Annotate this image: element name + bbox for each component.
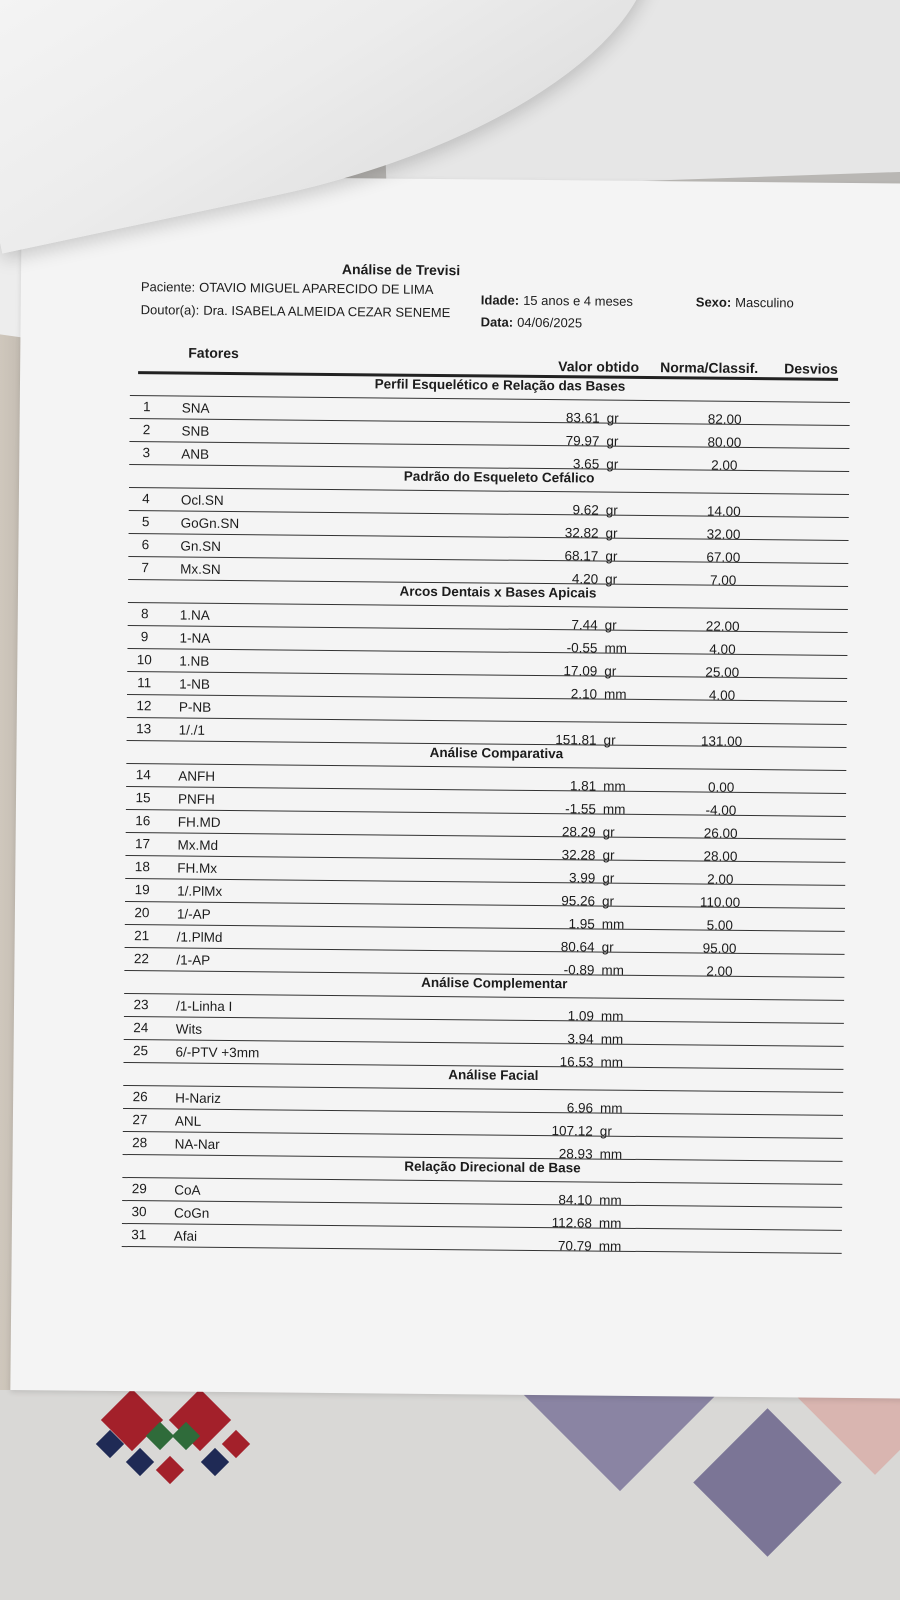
norm-value: 110.00	[699, 894, 741, 910]
row-number: 26	[132, 1089, 148, 1105]
norm-value: 131.00	[700, 733, 743, 749]
section-title-text: Padrão do Esqueleto Cefálico	[403, 468, 595, 486]
norm-value: 2.00	[707, 871, 734, 887]
factor-name: GoGn.SN	[180, 515, 240, 532]
row-number: 16	[135, 813, 151, 829]
norm-value	[677, 710, 767, 711]
date-value: 04/06/2025	[517, 314, 583, 331]
factor-name: Ocl.SN	[180, 492, 224, 508]
norm-value	[673, 1147, 763, 1148]
section-title-text: Relação Direcional de Base	[404, 1158, 581, 1176]
value-unit: gr	[604, 617, 617, 633]
tablecloth	[0, 1390, 900, 1600]
factor-name: FH.MD	[177, 814, 221, 830]
obtained-value: 83.61	[565, 410, 600, 426]
obtained-value: 1.81	[569, 778, 597, 794]
value-unit: gr	[606, 433, 619, 449]
norm-value: 0.00	[707, 779, 735, 795]
norm-value	[674, 1032, 764, 1033]
factor-name: PNFH	[177, 791, 215, 807]
date-line	[481, 314, 583, 330]
value-unit: gr	[606, 456, 619, 472]
norm-value: 5.00	[706, 917, 734, 933]
value-unit: gr	[606, 410, 619, 426]
factor-name: /1-AP	[176, 952, 211, 968]
factor-name: Mx.Md	[177, 837, 219, 853]
row-number: 12	[136, 698, 152, 714]
value-unit: mm	[600, 1031, 624, 1047]
row-number: 13	[136, 721, 152, 737]
value-unit: gr	[605, 571, 618, 587]
row-number: 10	[136, 652, 152, 668]
value-unit: mm	[601, 962, 624, 978]
value-unit: gr	[605, 525, 618, 541]
doctor-line	[141, 302, 451, 320]
factor-name: 1.NB	[179, 653, 210, 669]
norm-value: -4.00	[705, 802, 737, 818]
obtained-value: 6.96	[566, 1100, 594, 1116]
row-number: 18	[134, 859, 150, 875]
obtained-value: -0.89	[563, 962, 595, 978]
value-unit: mm	[599, 1100, 623, 1116]
factor-name: 6/-PTV +3mm	[175, 1044, 260, 1061]
factor-name: Wits	[175, 1021, 203, 1037]
row-rule	[122, 1246, 842, 1254]
norm-value: 4.00	[708, 687, 736, 703]
norm-value	[673, 1124, 763, 1125]
pattern-diamond	[693, 1408, 841, 1556]
section-title-text: Análise Facial	[448, 1067, 539, 1083]
obtained-value: -1.55	[565, 801, 597, 817]
patient-name: OTAVIO MIGUEL APARECIDO DE LIMA	[199, 279, 434, 297]
obtained-value: 70.79	[557, 1238, 592, 1254]
row-number: 6	[141, 537, 150, 553]
column-deviation: Desvios	[784, 360, 838, 377]
factor-name: /1.PlMd	[176, 929, 223, 945]
section-title-text: Arcos Dentais x Bases Apicais	[399, 583, 597, 601]
sex-value: Masculino	[735, 294, 794, 311]
row-number: 4	[142, 491, 150, 507]
norm-value: 25.00	[705, 664, 740, 680]
pattern-tile	[201, 1448, 229, 1476]
factor-name: ANFH	[178, 768, 216, 784]
norm-value: 2.00	[711, 457, 738, 473]
row-number: 2	[142, 422, 151, 438]
row-number: 20	[134, 905, 150, 921]
factor-name: Mx.SN	[180, 561, 221, 577]
obtained-value: 1.95	[568, 916, 595, 932]
obtained-value: 28.93	[558, 1146, 593, 1162]
value-unit: mm	[602, 801, 626, 817]
row-number: 24	[133, 1020, 149, 1036]
factor-name: CoGn	[173, 1205, 210, 1221]
value-unit: gr	[602, 870, 615, 886]
factor-name: SNA	[181, 400, 210, 416]
section-title-text: Análise Complementar	[421, 974, 568, 992]
obtained-value	[527, 709, 597, 710]
row-number: 30	[131, 1204, 147, 1220]
row-number: 25	[133, 1043, 149, 1059]
doctor-label: Doutor(a):	[140, 302, 200, 318]
norm-value: 28.00	[703, 848, 738, 864]
row-number: 5	[141, 514, 150, 530]
obtained-value: 32.82	[564, 525, 599, 541]
row-number: 17	[134, 836, 151, 852]
section-title-text: Perfil Esquelético e Relação das Bases	[374, 376, 626, 394]
value-unit: gr	[602, 824, 615, 840]
obtained-value: 17.09	[563, 663, 598, 679]
row-number: 22	[133, 951, 150, 967]
obtained-value: 3.65	[572, 456, 600, 472]
value-unit: mm	[603, 778, 626, 794]
norm-value: 67.00	[706, 549, 741, 565]
report-title: Análise de Trevisi	[341, 261, 461, 279]
age-line	[481, 292, 633, 308]
value-unit: mm	[599, 1146, 623, 1162]
factor-name: SNB	[181, 423, 210, 439]
pattern-tile	[126, 1448, 154, 1476]
row-number: 27	[132, 1112, 148, 1128]
factor-name: 1/-AP	[176, 906, 211, 922]
norm-value: 82.00	[707, 411, 742, 427]
row-number: 21	[134, 928, 150, 944]
norm-value: 14.00	[706, 503, 741, 519]
factor-name: 1/./1	[178, 722, 206, 738]
row-number: 9	[140, 629, 149, 645]
factor-name: P-NB	[178, 699, 212, 715]
value-unit: gr	[604, 663, 617, 679]
norm-value	[672, 1239, 762, 1240]
section-title-text: Análise Comparativa	[429, 744, 564, 762]
obtained-value: 79.97	[565, 433, 600, 449]
obtained-value: 28.29	[561, 824, 596, 840]
factor-name: Gn.SN	[180, 538, 222, 554]
column-norm: Norma/Classif.	[660, 359, 759, 377]
obtained-value: 80.64	[560, 939, 595, 955]
row-number: 15	[135, 790, 151, 806]
age-label: Idade:	[480, 292, 520, 308]
value-unit: mm	[601, 916, 625, 932]
value-unit: gr	[602, 847, 615, 863]
row-number: 11	[137, 675, 152, 691]
row-number: 14	[135, 767, 151, 783]
report-sheet	[10, 175, 900, 1399]
factor-name: ANL	[174, 1113, 202, 1129]
value-unit: mm	[604, 640, 628, 656]
obtained-value: 32.28	[561, 847, 596, 863]
row-number: 31	[131, 1227, 147, 1243]
sex-label: Sexo:	[695, 294, 732, 310]
factor-name: 1-NA	[179, 630, 211, 646]
value-unit: mm	[603, 686, 627, 702]
norm-value: 22.00	[705, 618, 740, 634]
factor-name: 1/.PlMx	[177, 883, 223, 899]
age-value: 15 anos e 4 meses	[523, 292, 634, 309]
sex-line	[696, 294, 794, 310]
norm-value	[673, 1101, 763, 1102]
norm-value	[674, 1009, 764, 1010]
obtained-value: -0.55	[566, 640, 598, 656]
row-number: 23	[133, 997, 149, 1013]
obtained-value: 84.10	[558, 1192, 593, 1208]
obtained-value: 68.17	[564, 548, 599, 564]
value-unit: gr	[601, 893, 615, 909]
factor-name: 1-NB	[179, 676, 210, 692]
obtained-value: 151.81	[555, 732, 597, 748]
norm-value: 32.00	[706, 526, 741, 542]
value-unit: mm	[600, 1054, 624, 1070]
obtained-value: 107.12	[551, 1123, 593, 1139]
value-unit: gr	[599, 1123, 612, 1139]
factor-name: NA-Nar	[174, 1136, 220, 1152]
pattern-tile	[156, 1456, 184, 1484]
obtained-value: 1.09	[567, 1008, 595, 1024]
column-value: Valor obtido	[558, 358, 640, 375]
obtained-value: 16.53	[559, 1054, 594, 1070]
obtained-value: 4.20	[571, 571, 599, 587]
row-number: 29	[131, 1181, 147, 1197]
row-number: 8	[140, 606, 149, 622]
doctor-name: Dra. ISABELA ALMEIDA CEZAR SENEME	[203, 302, 451, 321]
obtained-value: 95.26	[561, 893, 596, 909]
obtained-value: 3.94	[567, 1031, 594, 1047]
row-number: 19	[134, 882, 150, 898]
obtained-value: 3.99	[568, 870, 596, 886]
date-label: Data:	[480, 314, 514, 330]
norm-value	[672, 1193, 762, 1194]
obtained-value: 2.10	[570, 686, 598, 702]
norm-value: 95.00	[702, 940, 737, 956]
obtained-value: 7.44	[571, 617, 598, 633]
value-unit: mm	[599, 1192, 622, 1208]
row-number: 3	[142, 445, 151, 461]
value-unit: mm	[598, 1238, 622, 1254]
row-number: 7	[141, 560, 150, 576]
norm-value	[674, 1055, 764, 1056]
factor-name: ANB	[181, 446, 210, 462]
value-unit: gr	[601, 939, 614, 955]
pattern-tile	[222, 1430, 250, 1458]
value-unit: gr	[605, 502, 618, 518]
norm-value	[672, 1216, 762, 1217]
factor-name: 1.NA	[179, 607, 210, 623]
row-number: 1	[142, 399, 151, 415]
norm-value: 4.00	[709, 641, 736, 657]
column-factors: Fatores	[188, 344, 239, 362]
value-unit: gr	[605, 548, 618, 564]
obtained-value: 9.62	[572, 502, 599, 518]
row-number: 28	[132, 1135, 148, 1151]
factor-name: CoA	[174, 1182, 201, 1198]
norm-value: 2.00	[706, 963, 733, 979]
factor-name: /1-Linha I	[175, 998, 233, 1015]
value-unit: gr	[603, 732, 616, 748]
value-unit: mm	[598, 1215, 622, 1231]
norm-value: 80.00	[707, 434, 742, 450]
factor-name: Afai	[173, 1228, 198, 1244]
factor-name: H-Nariz	[175, 1090, 221, 1106]
factor-name: FH.Mx	[177, 860, 218, 876]
patient-label: Paciente:	[140, 279, 196, 295]
norm-value: 7.00	[709, 572, 737, 588]
obtained-value: 112.68	[551, 1215, 593, 1231]
norm-value: 26.00	[703, 825, 738, 841]
value-unit: mm	[600, 1008, 624, 1024]
patient-line	[141, 279, 434, 297]
